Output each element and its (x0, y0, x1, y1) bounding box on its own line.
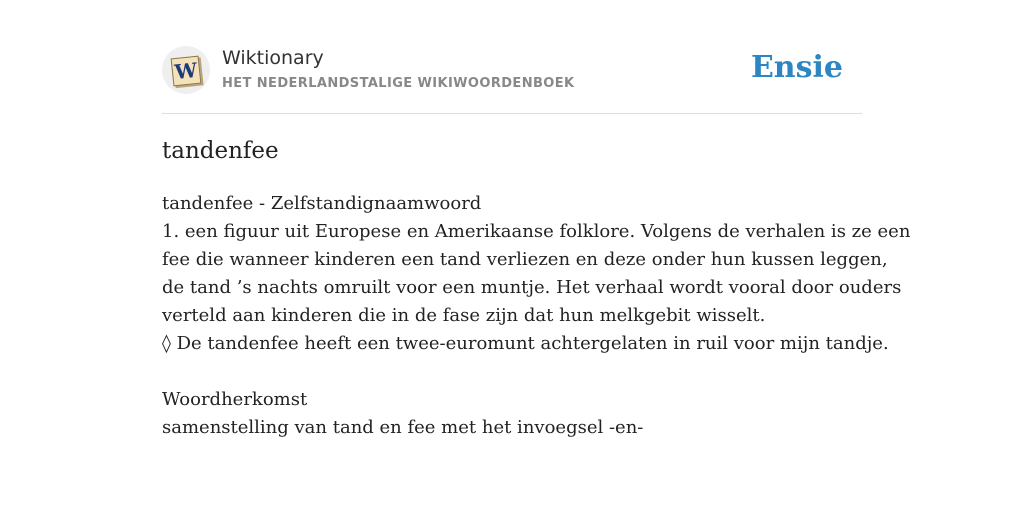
wiktionary-logo[interactable] (162, 46, 210, 94)
headword-line: tandenfee - Zelfstandignaamwoord (162, 193, 482, 214)
definition-line: verteld aan kinderen die in de fase zijn dat hun melkgebit wisselt. (162, 305, 766, 326)
definition-line: fee die wanneer kinderen een tand verliezen en deze onder hun kussen leggen, (162, 249, 888, 270)
spacer (162, 358, 872, 386)
definition-line: de tand ’s nachts omruilt voor een muntje. Het verhaal wordt vooral door ouders (162, 277, 902, 298)
logo-tile-icon (171, 56, 202, 87)
entry-card (162, 0, 911, 512)
site-tagline: HET NEDERLANDSTALIGE WIKIWOORDENBOEK (222, 76, 575, 91)
definition-line: 1. een figuur uit Europese en Amerikaanse folklore. Volgens de verhalen is ze een (162, 221, 911, 242)
ensie-brand-logo[interactable]: Ensie (750, 50, 843, 85)
page-title: tandenfee (162, 138, 279, 164)
etymology-heading: Woordherkomst (162, 389, 308, 410)
site-name[interactable]: Wiktionary (222, 47, 324, 69)
etymology-text: samenstelling van tand en fee met het invoegsel -en- (162, 417, 644, 438)
site-header (162, 44, 862, 114)
example-sentence: ◊ De tandenfee heeft een twee-euromunt achtergelaten in ruil voor mijn tandje. (162, 333, 889, 354)
logo-letter: W (173, 57, 199, 85)
entry-body (162, 190, 911, 442)
